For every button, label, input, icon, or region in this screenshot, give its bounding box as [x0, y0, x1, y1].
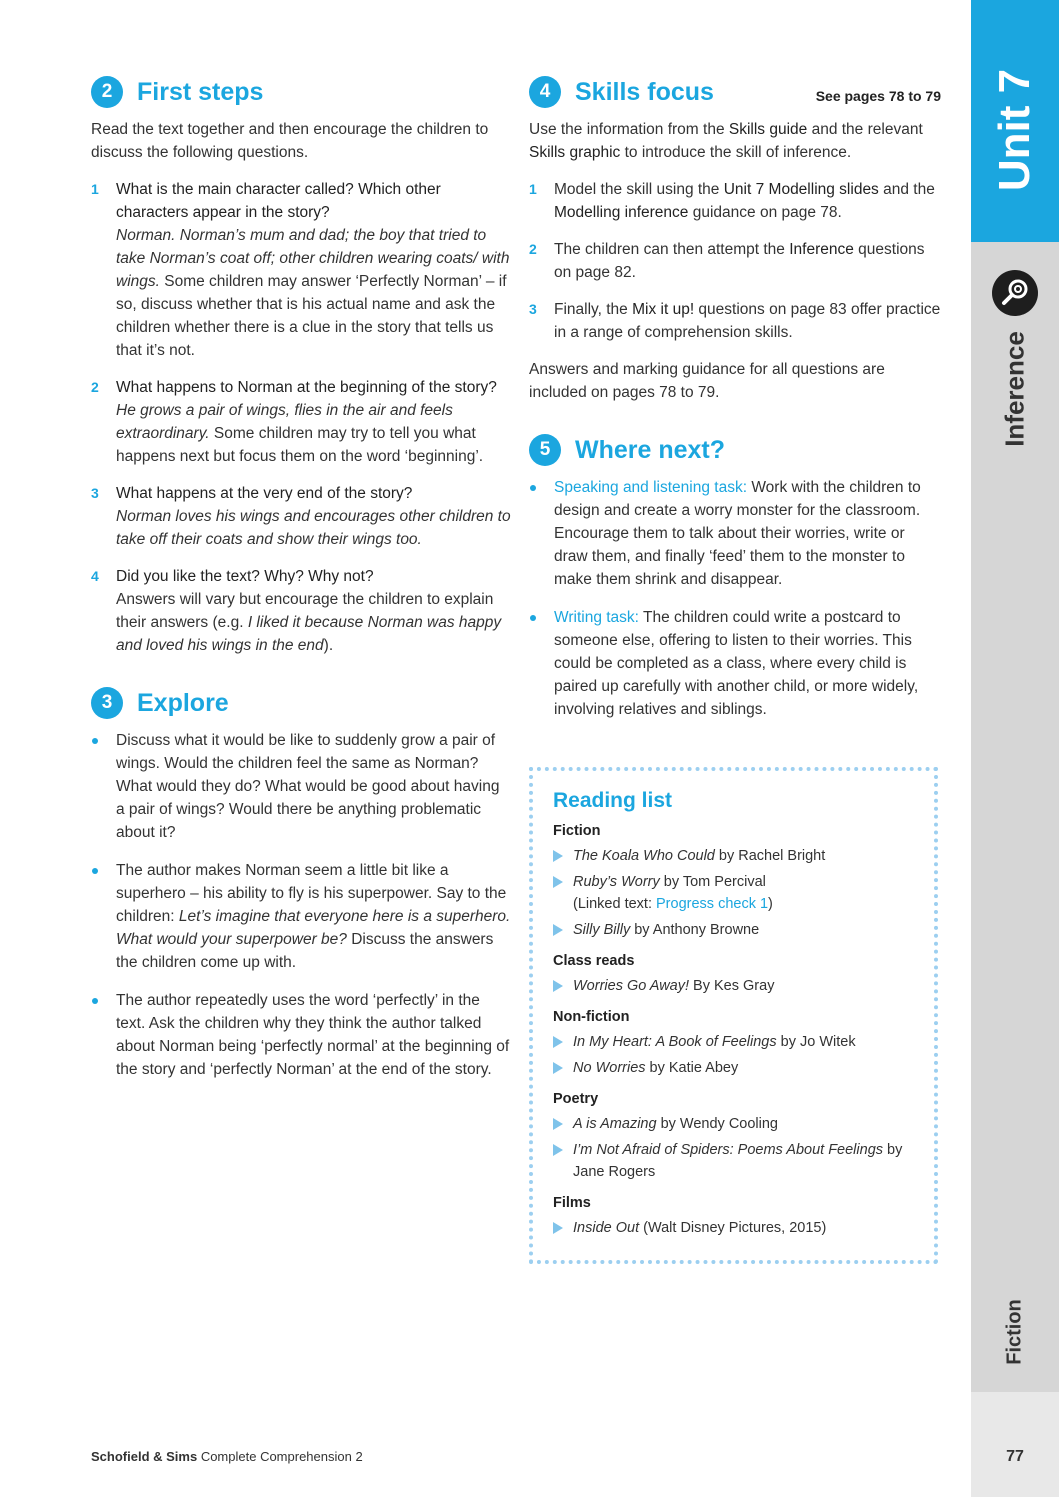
- step-text: Model the skill using the: [554, 181, 724, 198]
- step-text: Finally, the: [554, 301, 633, 318]
- step-text: and the: [878, 181, 935, 198]
- bullet-text: The author repeatedly uses the word ‘perfectly’ in the text. Ask the children why they think the author talked about Norman being ‘perfectly normal’ at the beginning of the story and ‘perfectly Norman’ at the end of the story.: [116, 992, 510, 1078]
- side-footer: [971, 1392, 1059, 1497]
- reading-item: [553, 1139, 914, 1183]
- triangle-bullet-icon: [553, 1031, 573, 1053]
- book-title: Silly Billy: [573, 922, 631, 938]
- intro-text: Use the information from the: [529, 121, 729, 138]
- skills-graphic-ref: Skills graphic: [529, 144, 621, 161]
- bullet-item: [91, 729, 511, 844]
- first-steps-heading: [91, 76, 511, 108]
- question-item: [91, 376, 511, 468]
- answer-text: Some children may try to tell you what happens next but focus them on the word ‘beginning’.: [116, 425, 484, 465]
- section-title: Where next?: [575, 435, 726, 464]
- left-column: [91, 76, 511, 1096]
- skills-focus-heading: [529, 76, 941, 108]
- triangle-bullet-icon: [553, 1139, 573, 1183]
- book-author: By Kes Gray: [689, 978, 775, 994]
- bullet-item: [529, 476, 941, 591]
- step-text: The children can then attempt the: [554, 241, 790, 258]
- intro-text: to introduce the skill of inference.: [620, 144, 852, 161]
- reading-category: Poetry: [553, 1091, 599, 1107]
- question-list: [91, 178, 511, 657]
- linked-text-note: (Linked text:: [573, 896, 657, 912]
- reading-list-box: [529, 767, 938, 1264]
- magnifier-icon: [992, 270, 1038, 316]
- reading-category: Fiction: [553, 823, 601, 839]
- book-title: Inside Out: [573, 1220, 640, 1236]
- skill-label: Inference: [999, 331, 1030, 447]
- reading-group: [553, 1091, 914, 1183]
- book-title: The Koala Who Could: [573, 848, 715, 864]
- question-number: 1: [91, 181, 99, 197]
- step-item: [529, 238, 941, 284]
- step-resource: Inference: [789, 241, 854, 258]
- question-item: [91, 178, 511, 362]
- triangle-bullet-icon: [553, 1217, 573, 1239]
- right-column: [529, 76, 941, 736]
- bullet-icon: [91, 859, 116, 974]
- task-text: Work with the children to design and create a worry monster for the classroom. Encourage them to talk about their worries, write or draw them, and finally ‘feed’ them to the monster to make them shrink and disappear.: [554, 479, 921, 588]
- book-title: A is Amazing: [573, 1116, 657, 1132]
- step-number: 3: [529, 301, 537, 317]
- section-number: 2: [91, 76, 123, 108]
- question-text: What happens at the very end of the story?: [116, 485, 413, 502]
- triangle-bullet-icon: [553, 1113, 573, 1135]
- skills-guide-ref: Skills guide: [728, 121, 808, 138]
- page-footer: [91, 1449, 363, 1464]
- answer-text: Answers will vary but encourage the children to explain their answers (e.g.: [116, 591, 494, 631]
- book-author: (Walt Disney Pictures, 2015): [639, 1220, 827, 1236]
- bullet-icon: [529, 606, 554, 721]
- bullet-text: The author makes Norman seem a little bit like a superhero – his ability to fly is his superpower. Say to the children:: [116, 862, 507, 925]
- triangle-bullet-icon: [553, 1057, 573, 1079]
- reading-group: [553, 1009, 914, 1079]
- first-steps-intro: Read the text together and then encourage the children to discuss the following questions.: [91, 121, 489, 161]
- reading-item: [553, 871, 914, 915]
- book-title: I’m Not Afraid of Spiders: Poems About Feelings: [573, 1142, 884, 1158]
- bullet-icon: [529, 476, 554, 591]
- question-text: Did you like the text? Why? Why not?: [116, 568, 374, 585]
- book-author: by Wendy Cooling: [656, 1116, 778, 1132]
- intro-text: and the relevant: [807, 121, 923, 138]
- bullet-icon: [91, 989, 116, 1081]
- book-title: In My Heart: A Book of Feelings: [573, 1034, 777, 1050]
- section-title: Explore: [137, 688, 229, 717]
- bullet-icon: [91, 729, 116, 844]
- question-text: What happens to Norman at the beginning of the story?: [116, 379, 497, 396]
- step-item: [529, 178, 941, 224]
- genre-label: Fiction: [1003, 1299, 1026, 1365]
- unit-label: Unit 7: [990, 68, 1039, 192]
- step-number: 1: [529, 181, 537, 197]
- reading-list-title: Reading list: [553, 789, 673, 812]
- question-number: 2: [91, 379, 99, 395]
- section-number: 4: [529, 76, 561, 108]
- where-next-heading: [529, 434, 941, 466]
- answer-text: ).: [323, 637, 334, 654]
- triangle-bullet-icon: [553, 975, 573, 997]
- book-title: No Worries: [573, 1060, 646, 1076]
- answer-text: Some children may answer ‘Perfectly Norman’ – if so, discuss whether that is his actual name and ask the children whether there is a clue in the story that tells us that it’s not.: [116, 273, 507, 359]
- question-text: What is the main character called? Which other characters appear in the story?: [116, 181, 441, 221]
- section-number: 5: [529, 434, 561, 466]
- book-author: by Anthony Browne: [630, 922, 760, 938]
- answer-italic: I liked it because Norman was happy and loved his wings in the end: [116, 614, 502, 654]
- question-number: 4: [91, 568, 99, 584]
- step-resource: Modelling inference: [554, 204, 689, 221]
- answer-italic: Norman. Norman’s mum and dad; the boy that tried to take Norman’s coat off; other children wearing coats/ with wings.: [116, 227, 510, 290]
- triangle-bullet-icon: [553, 919, 573, 941]
- skills-focus-intro: [529, 118, 941, 164]
- bullet-item: [529, 606, 941, 721]
- book-author: by Jane Rogers: [573, 1142, 903, 1180]
- reading-group: [553, 1195, 914, 1239]
- book-name: Complete Comprehension 2: [197, 1449, 363, 1464]
- bullet-item: [91, 859, 511, 974]
- answer-italic: He grows a pair of wings, flies in the air and feels extraordinary.: [116, 402, 453, 442]
- step-text: questions on page 83 offer practice in a range of comprehension skills.: [554, 301, 941, 341]
- task-text: The children could write a postcard to someone else, offering to listen to their worries. This could be completed as a class, where every child is paired up carefully with another child, or more widely, involving relatives and siblings.: [554, 609, 919, 718]
- triangle-bullet-icon: [553, 871, 573, 915]
- step-resource: Mix it up!: [632, 301, 695, 318]
- see-pages-ref: See pages 78 to 79: [815, 88, 941, 104]
- unit-tab: [971, 0, 1059, 242]
- reading-item: [553, 919, 914, 941]
- answer-italic: Norman loves his wings and encourages other children to take off their coats and show their wings too.: [116, 508, 511, 548]
- book-author: by Katie Abey: [645, 1060, 739, 1076]
- book-title: Worries Go Away!: [573, 978, 690, 994]
- step-text: questions on page 82.: [554, 241, 925, 281]
- explore-bullets: [91, 729, 511, 1081]
- question-number: 3: [91, 485, 99, 501]
- skills-focus-outro: Answers and marking guidance for all questions are included on pages 78 to 79.: [529, 361, 885, 401]
- reading-group: [553, 953, 914, 997]
- bullet-text: Discuss the answers the children come up with.: [116, 931, 494, 971]
- bullet-text: Discuss what it would be like to suddenly grow a pair of wings. Would the children feel the same as Norman? What would they do? What would be good about having a pair of wings? Would there be anything problematic about it?: [116, 732, 500, 841]
- reading-category: Class reads: [553, 953, 635, 969]
- section-number: 3: [91, 687, 123, 719]
- section-title: First steps: [137, 77, 264, 106]
- skills-steps: [529, 178, 941, 344]
- step-resource: Unit 7 Modelling slides: [723, 181, 879, 198]
- triangle-bullet-icon: [553, 845, 573, 867]
- book-author: by Tom Percival: [659, 874, 766, 890]
- reading-item: [553, 845, 914, 867]
- page-number: 77: [1006, 1448, 1024, 1465]
- step-item: [529, 298, 941, 344]
- where-next-bullets: [529, 476, 941, 721]
- question-item: [91, 565, 511, 657]
- task-label: Writing task:: [554, 609, 639, 626]
- task-label: Speaking and listening task:: [554, 479, 748, 496]
- reading-item: [553, 1031, 914, 1053]
- reading-item: [553, 1113, 914, 1135]
- question-item: [91, 482, 511, 551]
- linked-text-note: ): [768, 896, 773, 912]
- side-tab: [971, 0, 1059, 1497]
- reading-item: [553, 975, 914, 997]
- bullet-item: [91, 989, 511, 1081]
- explore-heading: [91, 687, 511, 719]
- publisher-name: Schofield & Sims: [91, 1449, 198, 1464]
- step-number: 2: [529, 241, 537, 257]
- step-text: guidance on page 78.: [688, 204, 842, 221]
- reading-category: Films: [553, 1195, 591, 1211]
- reading-group: [553, 823, 914, 941]
- progress-check-link[interactable]: Progress check 1: [656, 896, 769, 912]
- reading-category: Non-fiction: [553, 1009, 630, 1025]
- bullet-italic: Let’s imagine that everyone here is a superhero. What would your superpower be?: [116, 908, 511, 948]
- reading-item: [553, 1057, 914, 1079]
- section-title: Skills focus: [575, 77, 714, 106]
- book-title: Ruby’s Worry: [573, 874, 660, 890]
- reading-item: [553, 1217, 914, 1239]
- book-author: by Rachel Bright: [714, 848, 826, 864]
- book-author: by Jo Witek: [776, 1034, 856, 1050]
